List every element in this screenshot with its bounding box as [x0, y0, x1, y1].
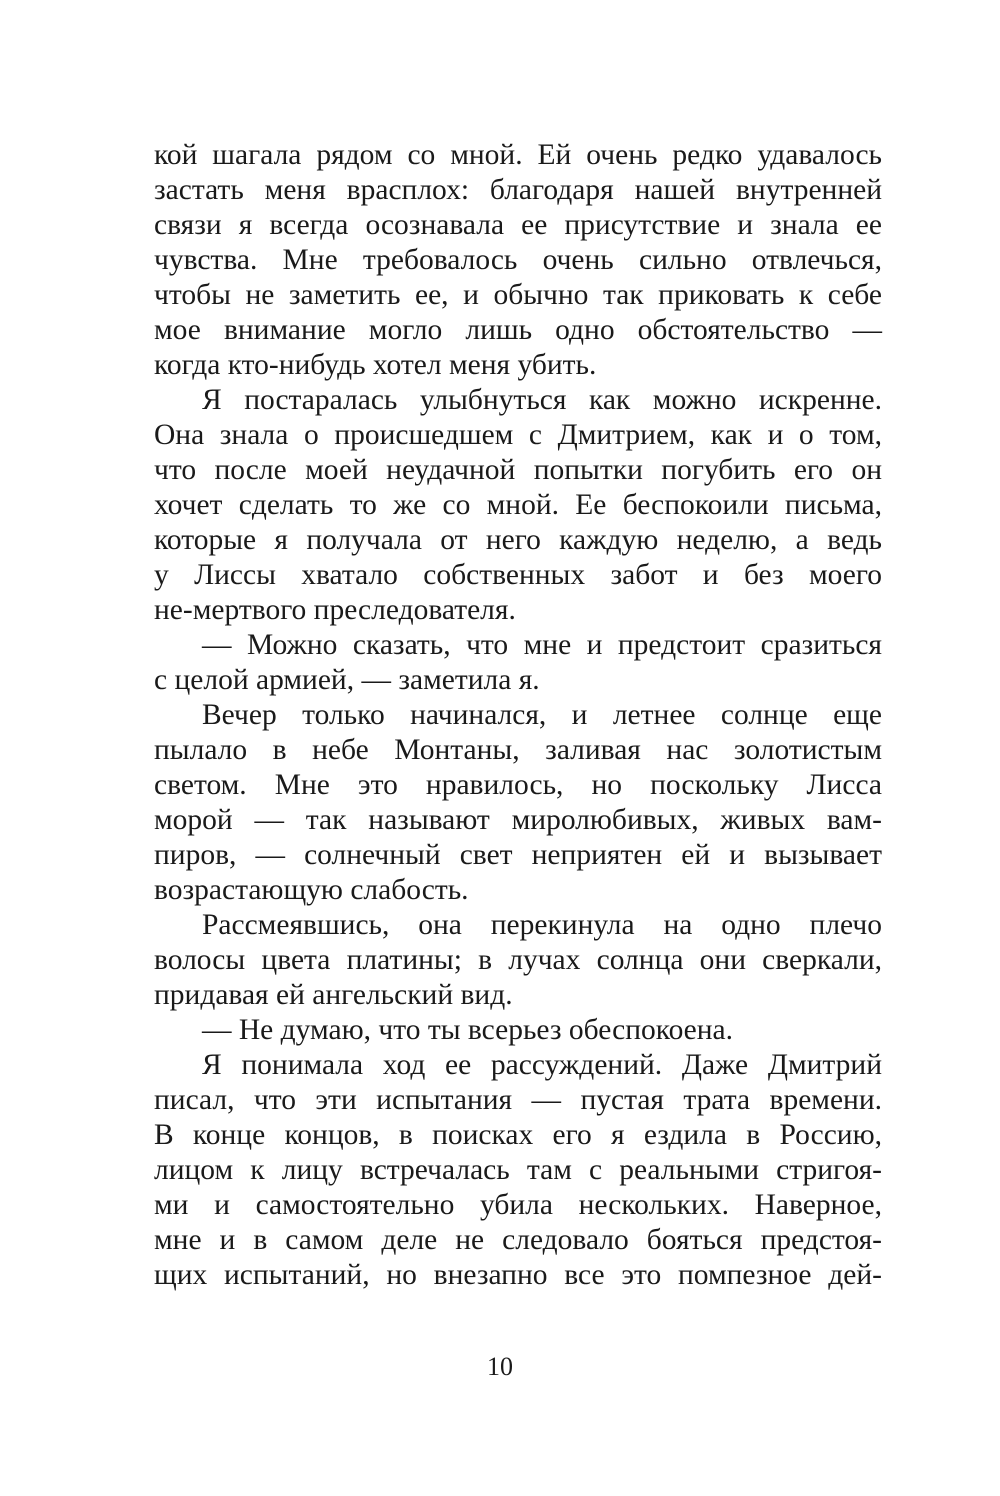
page-number: 10 — [487, 1352, 513, 1381]
text-line: ми и самостоятельно убила нескольких. Наверное, — [154, 1189, 882, 1221]
text-line: лицом к лицу встречалась там с реальными стригоя- — [154, 1154, 882, 1186]
text-line: связи я всегда осознавала ее присутствие и знала ее — [154, 209, 882, 241]
text-line: Я понимала ход ее рассуждений. Даже Дмитрий — [202, 1049, 882, 1081]
text-line: придавая ей ангельский вид. — [154, 979, 513, 1011]
text-line: морой — так называют миролюбивых, живых вам- — [154, 804, 882, 836]
text-line: Она знала о происшедшем с Дмитрием, как и о том, — [154, 419, 882, 451]
text-line: которые я получала от него каждую неделю, а ведь — [154, 524, 882, 556]
text-line: чувства. Мне требовалось очень сильно отвлечься, — [154, 244, 882, 276]
text-line: щих испытаний, но внезапно все это помпезное дей- — [154, 1259, 882, 1291]
text-line: с целой армией, — заметила я. — [154, 664, 540, 696]
text-line: кой шагала рядом со мной. Ей очень редко удавалось — [154, 139, 882, 171]
text-line: мне и в самом деле не следовало бояться предстоя- — [154, 1224, 882, 1256]
text-line: пиров, — солнечный свет неприятен ей и вызывает — [154, 839, 882, 871]
text-line: Рассмеявшись, она перекинула на одно плечо — [202, 909, 882, 941]
text-line: Я постаралась улыбнуться как можно искренне. — [202, 384, 882, 416]
text-line: не-мертвого преследователя. — [154, 594, 516, 626]
text-line: мое внимание могло лишь одно обстоятельство — — [154, 314, 882, 346]
text-line: возрастающую слабость. — [154, 874, 469, 906]
text-line: что после моей неудачной попытки погубить его он — [154, 454, 882, 486]
text-line: чтобы не заметить ее, и обычно так приковать к себе — [154, 279, 882, 311]
text-line: светом. Мне это нравилось, но поскольку Лисса — [154, 769, 882, 801]
text-line: — Можно сказать, что мне и предстоит сразиться — [202, 629, 882, 661]
text-line: у Лиссы хватало собственных забот и без моего — [154, 559, 882, 591]
text-line: волосы цвета платины; в лучах солнца они сверкали, — [154, 944, 882, 976]
text-line: пылало в небе Монтаны, заливая нас золотистым — [154, 734, 882, 766]
text-line: хочет сделать то же со мной. Ее беспокоили письма, — [154, 489, 882, 521]
text-line: — Не думаю, что ты всерьез обеспокоена. — [202, 1014, 734, 1046]
text-line: когда кто-нибудь хотел меня убить. — [154, 349, 597, 381]
text-line: писал, что эти испытания — пустая трата времени. — [154, 1084, 882, 1116]
page-body — [154, 138, 882, 1293]
text-line: застать меня врасплох: благодаря нашей внутренней — [154, 174, 882, 206]
text-line: В конце концов, в поисках его я ездила в Россию, — [154, 1119, 882, 1151]
text-line: Вечер только начинался, и летнее солнце еще — [202, 699, 882, 731]
